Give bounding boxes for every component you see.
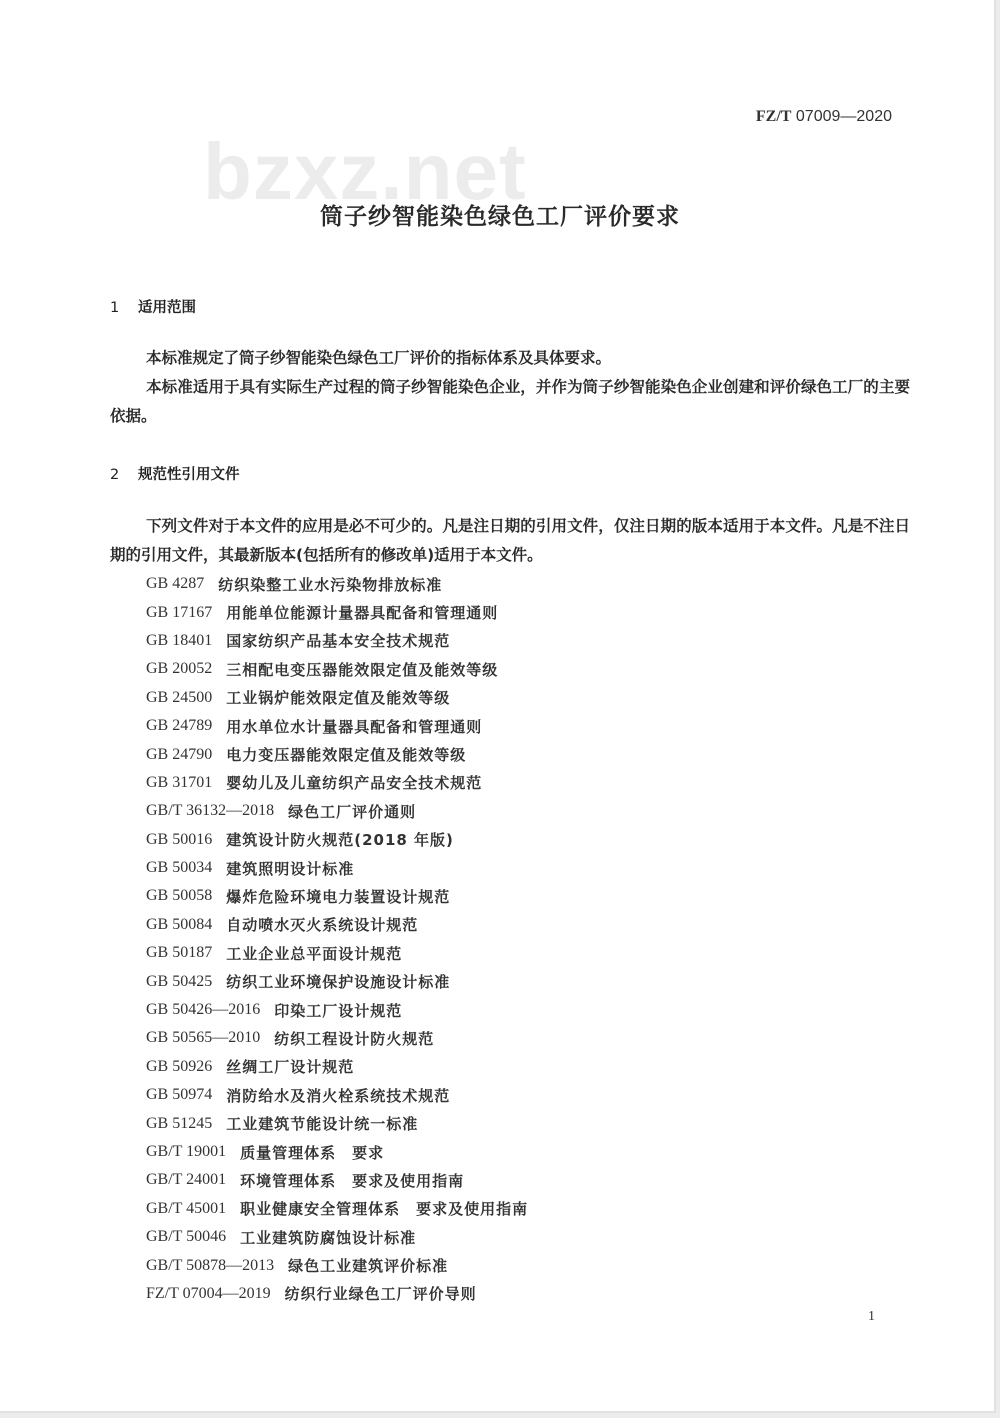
reference-item: GB/T 45001 职业健康安全管理体系 要求及使用指南 <box>146 1199 529 1219</box>
paragraph: 本标准规定了筒子纱智能染色绿色工厂评价的指标体系及具体要求。 <box>146 349 612 367</box>
reference-item: FZ/T 07004—2019 纺织行业绿色工厂评价导则 <box>146 1284 477 1304</box>
reference-item: GB 4287 纺织染整工业水污染物排放标准 <box>146 575 443 594</box>
reference-item: GB 50926 丝绸工厂设计规范 <box>146 1057 355 1077</box>
page-number: 1 <box>868 1309 875 1324</box>
reference-item: GB 50425 纺织工业环境保护设施设计标准 <box>146 972 451 992</box>
reference-item: GB/T 24001 环境管理体系 要求及使用指南 <box>146 1171 465 1190</box>
reference-item: GB 50974 消防给水及消火栓系统技术规范 <box>146 1086 451 1105</box>
section-number: 2 <box>110 467 120 483</box>
reference-list <box>146 570 528 1308</box>
reference-item: GB/T 19001 质量管理体系 要求 <box>146 1143 385 1162</box>
section-number: 1 <box>110 300 120 316</box>
section-heading-scope <box>110 296 196 317</box>
reference-item: GB 17167 用能单位能源计量器具配备和管理通则 <box>146 603 499 623</box>
document-title: 筒子纱智能染色绿色工厂评价要求 <box>320 204 680 230</box>
reference-item: GB/T 36132—2018 绿色工厂评价通则 <box>146 802 417 821</box>
section-title: 规范性引用文件 <box>138 467 240 483</box>
section-title: 适用范围 <box>138 300 196 316</box>
reference-item: GB 50016 建筑设计防火规范(2018 年版) <box>146 830 454 850</box>
watermark: bzxz.net <box>203 127 527 216</box>
standard-number <box>756 108 892 126</box>
reference-item: GB 18401 国家纺织产品基本安全技术规范 <box>146 631 451 651</box>
reference-item: GB 50426—2016 印染工厂设计规范 <box>146 1001 403 1020</box>
reference-item: GB 24790 电力变压器能效限定值及能效等级 <box>146 745 467 765</box>
section-heading-normative-references <box>110 463 240 484</box>
paragraph: 本标准适用于具有实际生产过程的筒子纱智能染色企业，并作为筒子纱智能染色企业创建和评价绿色工厂的主要依据。 <box>110 378 910 425</box>
reference-item: GB/T 50878—2013 绿色工业建筑评价标准 <box>146 1256 449 1276</box>
standard-code: 07009—2020 <box>795 108 892 125</box>
paragraph: 下列文件对于本文件的应用是必不可少的。凡是注日期的引用文件，仅注日期的版本适用于本文件。凡是不注日期的引用文件，其最新版本(包括所有的修改单)适用于本文件。 <box>110 517 910 564</box>
reference-item: GB 50084 自动喷水灭火系统设计规范 <box>146 915 419 935</box>
reference-item: GB/T 50046 工业建筑防腐蚀设计标准 <box>146 1228 417 1247</box>
reference-item: GB 50034 建筑照明设计标准 <box>146 859 355 878</box>
reference-item: GB 24500 工业锅炉能效限定值及能效等级 <box>146 688 451 708</box>
reference-item: GB 50565—2010 纺织工程设计防火规范 <box>146 1029 435 1048</box>
reference-item: GB 31701 婴幼儿及儿童纺织产品安全技术规范 <box>146 773 483 793</box>
reference-item: GB 20052 三相配电变压器能效限定值及能效等级 <box>146 660 499 679</box>
reference-item: GB 50058 爆炸危险环境电力装置设计规范 <box>146 887 451 906</box>
reference-item: GB 50187 工业企业总平面设计规范 <box>146 944 403 963</box>
standard-prefix: FZ/T <box>755 108 792 125</box>
reference-item: GB 24789 用水单位水计量器具配备和管理通则 <box>146 717 483 736</box>
reference-item: GB 51245 工业建筑节能设计统一标准 <box>146 1114 419 1134</box>
